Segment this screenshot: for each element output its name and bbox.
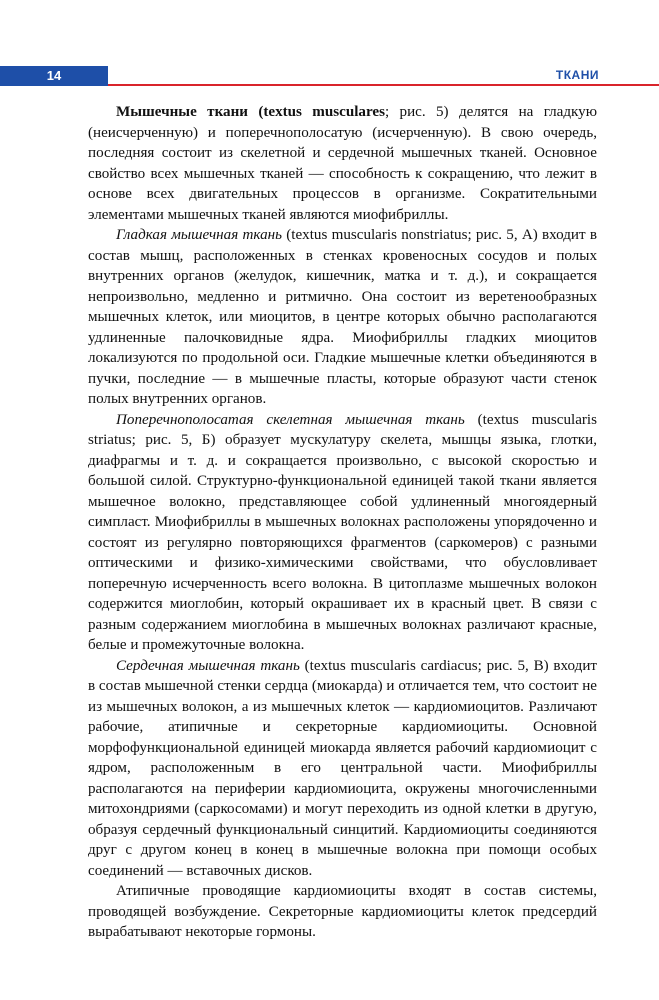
paragraph-text: (textus muscularis nonstriatus; рис. 5, А) входит в состав мышц, расположенных в стенках кровеносных сосудов и полых внутренних органов (желудок, кишечник, матка и т. д.), и сокращается непроизвольно, медленно и ритмично. Она состоит из веретенообразных мышечных клеток, или миоцитов, в центре которых обычно располагаются удлиненные палочковидные ядра. Миофибриллы гладких миоцитов локализуются по продольной оси. Гладкие мышечные клетки объединяются в пучки, последние — в мышечные пласты, которые образуют части стенок полых внутренних органов.	[88, 227, 597, 407]
header-rule	[108, 84, 659, 86]
page-header	[0, 66, 659, 86]
paragraph-text: (textus muscularis cardiacus; рис. 5, В) входит в состав мышечной стенки сердца (миокарда) и отличается тем, что состоит не из мышечных волокон, а из мышечных клеток — кардиомиоцитов. Различают рабочие, атипичные и секреторные кардиомиоциты. Основной морфофункциональной единицей миокарда является рабочий кардиомиоцит с ядром, расположенным в его центральной части. Миофибриллы располагаются на периферии кардиомиоцита, окружены многочисленными митохондриями (саркосомами) и могут переходить из одной клетки в другую, образуя сердечный функциональный синцитий. Кардиомиоциты соединяются друг с другом конец в конец в мышечные волокна при помощи особых соединений — вставочных дисков.	[88, 657, 597, 879]
paragraph-text: ; рис. 5) делятся на гладкую (неисчерченную) и поперечнополосатую (исчерченную). В свою очередь, последняя состоит из скелетной и сердечной мышечных тканей. Основное свойство всех мышечных тканей — способность к сокращению, что лежит в основе всех двигательных процессов в организме. Сократительными элементами мышечных тканей являются миофибриллы.	[88, 104, 598, 223]
term-muscle-tissues: Мышечные ткани (textus musculares	[116, 104, 385, 120]
paragraph-muscle-tissues	[88, 102, 597, 225]
paragraph-text: Атипичные проводящие кардиомиоциты входят в состав системы, проводящей возбуждение. Секреторные кардиомиоциты клеток предсердий вырабатывают некоторые гормоны.	[88, 883, 597, 940]
term-skeletal-muscle: Поперечнополосатая скелетная мышечная ткань	[116, 411, 465, 428]
paragraph-smooth-muscle	[88, 225, 597, 410]
term-cardiac-muscle: Сердечная мышечная ткань	[116, 657, 300, 674]
section-title: ТКАНИ	[555, 68, 599, 82]
paragraph-cardiac-muscle	[88, 656, 597, 882]
page-number: 14	[0, 66, 108, 86]
paragraph-skeletal-muscle	[88, 410, 597, 656]
body-text	[88, 102, 597, 943]
paragraph-text: (textus muscularis striatus; рис. 5, Б) образует мускулатуру скелета, мышцы языка, глотки, диафрагмы и т. д. и сокращается произвольно, с высокой скоростью и большой силой. Структурно-функциональной единицей такой ткани является мышечное волокно, представляющее собой удлиненный многоядерный симпласт. Миофибриллы в мышечных волокнах расположены упорядоченно и состоят из регулярно повторяющихся фрагментов (саркомеров) с разными оптическими и физико-химическими свойствами, что обусловливает поперечную исчерченность всего волокна. В цитоплазме мышечных волокон содержится миоглобин, который окрашивает их в красный цвет. В связи с разным содержанием миоглобина в мышечных волокнах различают красные, белые и промежуточные волокна.	[88, 411, 597, 653]
paragraph-atypical-cardiomyocytes	[88, 881, 597, 943]
term-smooth-muscle: Гладкая мышечная ткань	[116, 227, 282, 243]
